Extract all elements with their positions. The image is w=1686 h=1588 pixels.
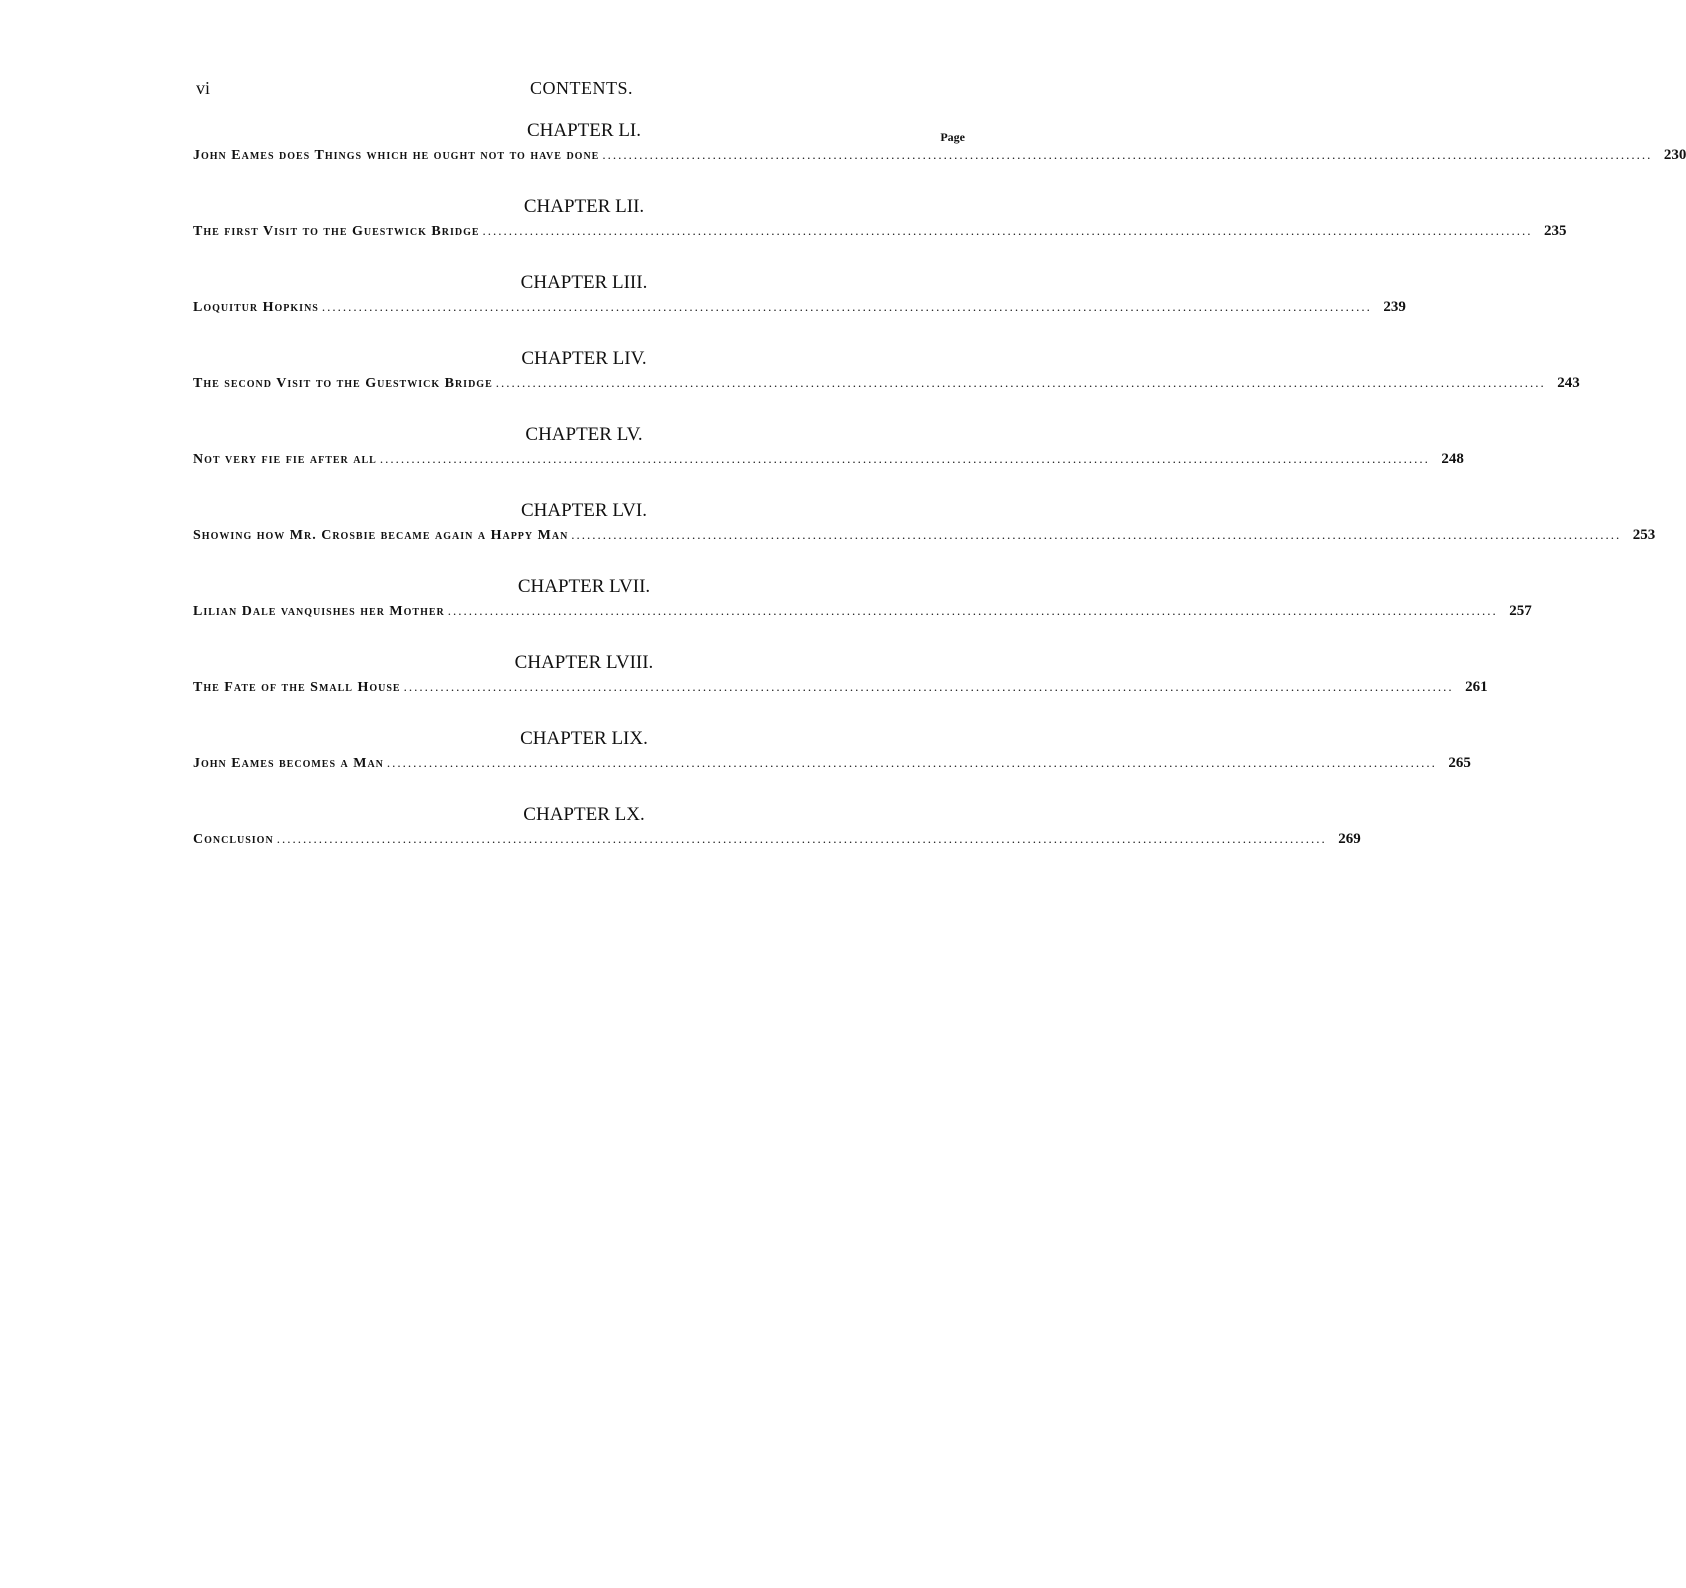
entry-page: 257 [1509, 603, 1532, 619]
chapter-block-52 [193, 194, 1567, 270]
chapter-block-54 [193, 346, 1580, 422]
entry-title: The Fate of the Small House [193, 680, 401, 695]
entry-title: The first Visit to the Guestwick Bridge [193, 224, 480, 239]
table-of-contents [193, 118, 1686, 878]
chapter-block-57 [193, 574, 1532, 650]
toc-entry [193, 600, 1532, 622]
entry-page: 235 [1544, 223, 1567, 239]
toc-entry [193, 524, 1656, 546]
entry-page: 248 [1441, 451, 1464, 467]
page-number: vi [196, 78, 211, 98]
running-head: CONTENTS. [530, 78, 633, 98]
toc-entry [193, 448, 1464, 470]
toc-entry [193, 372, 1580, 394]
dot-leader: ........................................................................................................................................................................................................ [571, 527, 1622, 542]
toc-entry [193, 296, 1406, 318]
page-column-label: Page [940, 130, 965, 144]
chapter-heading: CHAPTER LIV. [521, 348, 647, 369]
entry-page: 239 [1383, 299, 1406, 315]
chapter-heading: CHAPTER LIX. [520, 728, 648, 749]
entry-page: 243 [1557, 375, 1580, 391]
toc-entry [193, 220, 1567, 242]
chapter-block-55 [193, 422, 1464, 498]
entry-page: 261 [1465, 679, 1488, 695]
entry-page: 265 [1448, 755, 1471, 771]
dot-leader: ........................................................................................................................................................................................................ [379, 451, 1430, 466]
entry-page: 253 [1632, 527, 1656, 543]
chapter-heading: CHAPTER LV. [525, 424, 643, 445]
dot-leader: ........................................................................................................................................................................................................ [482, 223, 1533, 238]
entry-title: Lilian Dale vanquishes her Mother [193, 604, 445, 619]
chapter-heading: CHAPTER LVIII. [514, 652, 654, 673]
chapter-block-58 [193, 650, 1488, 726]
chapter-block-56 [193, 498, 1656, 574]
dot-leader: ........................................................................................................................................................................................................ [403, 679, 1454, 694]
entry-title: John Eames becomes a Man [193, 756, 384, 771]
dot-leader: ........................................................................................................................................................................................................ [321, 299, 1372, 314]
chapter-heading: CHAPTER LX. [523, 804, 645, 825]
entry-title: John Eames does Things which he ought not to have done [193, 148, 600, 163]
chapter-block-51 [193, 118, 1686, 194]
chapter-block-53 [193, 270, 1406, 346]
entry-title: Loquitur Hopkins [193, 300, 319, 315]
entry-page: 269 [1338, 831, 1361, 847]
chapter-heading: CHAPTER LVII. [517, 576, 651, 597]
toc-entry [193, 144, 1686, 166]
toc-entry [193, 828, 1361, 850]
dot-leader: ........................................................................................................................................................................................................ [386, 755, 1437, 770]
chapter-heading: CHAPTER LIII. [520, 272, 648, 293]
entry-title: Showing how Mr. Crosbie became again a Happy Man [193, 528, 569, 543]
chapter-block-59 [193, 726, 1471, 802]
dot-leader: ........................................................................................................................................................................................................ [495, 375, 1546, 390]
entry-page: 230 [1663, 147, 1686, 163]
entry-title: Conclusion [193, 832, 274, 847]
dot-leader: ........................................................................................................................................................................................................ [276, 831, 1327, 846]
chapter-block-60 [193, 802, 1361, 878]
chapter-heading: CHAPTER LVI. [521, 500, 647, 521]
dot-leader: ........................................................................................................................................................................................................ [447, 603, 1498, 618]
chapter-heading: CHAPTER LII. [523, 196, 645, 217]
dot-leader: ........................................................................................................................................................................................................ [602, 147, 1653, 162]
toc-entry [193, 752, 1471, 774]
entry-title: The second Visit to the Guestwick Bridge [193, 376, 493, 391]
entry-title: Not very fie fie after all [193, 452, 377, 467]
toc-entry [193, 676, 1488, 698]
chapter-heading: CHAPTER LI. [527, 120, 641, 141]
